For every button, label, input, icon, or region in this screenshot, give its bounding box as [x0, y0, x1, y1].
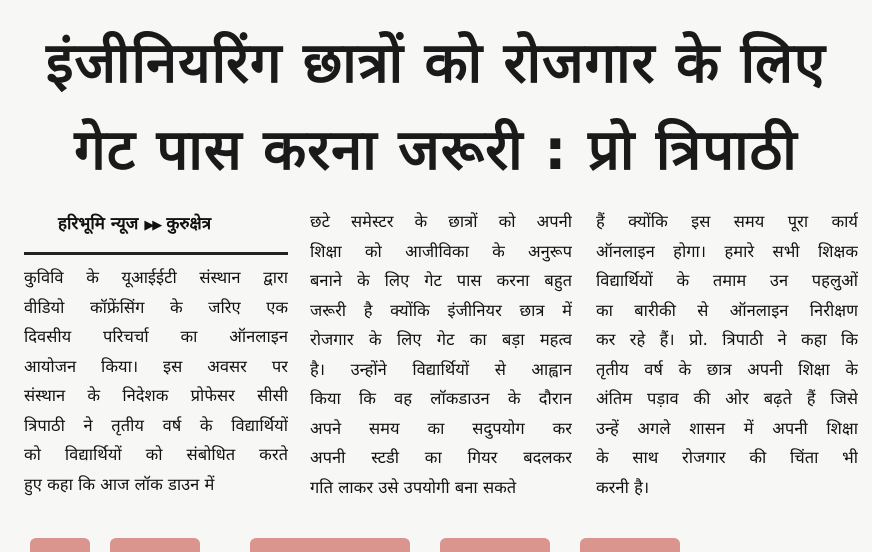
article-line: ऑनलाइन होगा। हमारे सभी शिक्षक — [596, 241, 858, 261]
article-line: हैं क्योंकि इस समय पूरा कार्य — [596, 212, 858, 231]
article-line: दिवसीय परिचर्चा का ऑनलाइन — [24, 327, 288, 346]
article-line: अपने समय का सदुपयोग कर — [310, 418, 572, 438]
byline-source: हरिभूमि न्यूज — [58, 214, 139, 234]
article-column-2 — [310, 207, 572, 502]
headline-fragment-shape — [110, 538, 200, 552]
article-line: तृतीय वर्ष के छात्र अपनी शिक्षा के — [596, 359, 858, 379]
byline-arrows: ▶▶ — [144, 218, 161, 233]
article-line: आयोजन किया। इस अवसर पर — [24, 356, 288, 376]
article-column-3 — [596, 207, 858, 502]
headline-fragment-shape — [250, 538, 410, 552]
article-line: कर रहे हैं। प्रो. त्रिपाठी ने कहा कि — [596, 330, 858, 349]
article-line: को विद्यार्थियों को संबोधित करते — [24, 445, 288, 464]
article-column-1 — [24, 263, 288, 499]
article-line: कुविवि के यूआईईटी संस्थान द्वारा — [24, 268, 288, 287]
article-line: अंतिम पड़ाव की ओर बढ़ते हैं जिसे — [596, 389, 858, 408]
headline-fragment-shape — [440, 538, 550, 552]
headline-line-2: गेट पास करना जरूरी : प्रो त्रिपाठी — [74, 118, 798, 183]
article-line: वीडियो कॉफ्रेंसिंग के जरिए एक — [24, 297, 288, 317]
headline-fragment-shape — [30, 538, 90, 552]
article-line: हुए कहा कि आज लॉक डाउन में — [24, 474, 215, 494]
article-line: जरूरी है क्योंकि इंजीनियर छात्र में — [310, 300, 572, 320]
article-line: रोजगार के लिए गेट का बड़ा महत्व — [310, 330, 572, 349]
byline — [58, 210, 278, 240]
article-line: बनाने के लिए गेट पास करना बहुत — [310, 271, 572, 290]
article-line: के साथ रोजगार की चिंता भी — [596, 448, 858, 467]
article-line: त्रिपाठी ने तृतीय वर्ष के विद्यार्थियों — [24, 415, 288, 435]
next-article-headline-fragment — [0, 538, 872, 552]
article-line: का बारीकी से ऑनलाइन निरीक्षण — [596, 300, 858, 320]
article-line: करनी है। — [596, 477, 650, 497]
byline-divider — [24, 252, 288, 255]
article-line: विद्यार्थियों के तमाम उन पहलुओं — [596, 271, 858, 290]
article-line: शिक्षा को आजीविका के अनुरूप — [310, 241, 572, 261]
article-line: छटे समेस्टर के छात्रों को अपनी — [310, 212, 572, 231]
byline-location: कुरुक्षेत्र — [166, 214, 212, 234]
headline-line-1: इंजीनियरिंग छात्रों को रोजगार के लिए — [45, 31, 827, 96]
article-line: उन्हें अगले शासन में अपनी शिक्षा — [596, 418, 858, 438]
article-line: किया कि वह लॉकडाउन के दौरान — [310, 389, 572, 408]
article-line: संस्थान के निदेशक प्रोफेसर सीसी — [24, 386, 288, 405]
headline-fragment-shape — [580, 538, 680, 552]
article-line: गति लाकर उसे उपयोगी बना सकते — [310, 477, 517, 497]
article-line: है। उन्होंने विद्यार्थियों से आह्वान — [310, 359, 572, 379]
article-line: अपनी स्टडी का गियर बदलकर — [310, 448, 572, 467]
